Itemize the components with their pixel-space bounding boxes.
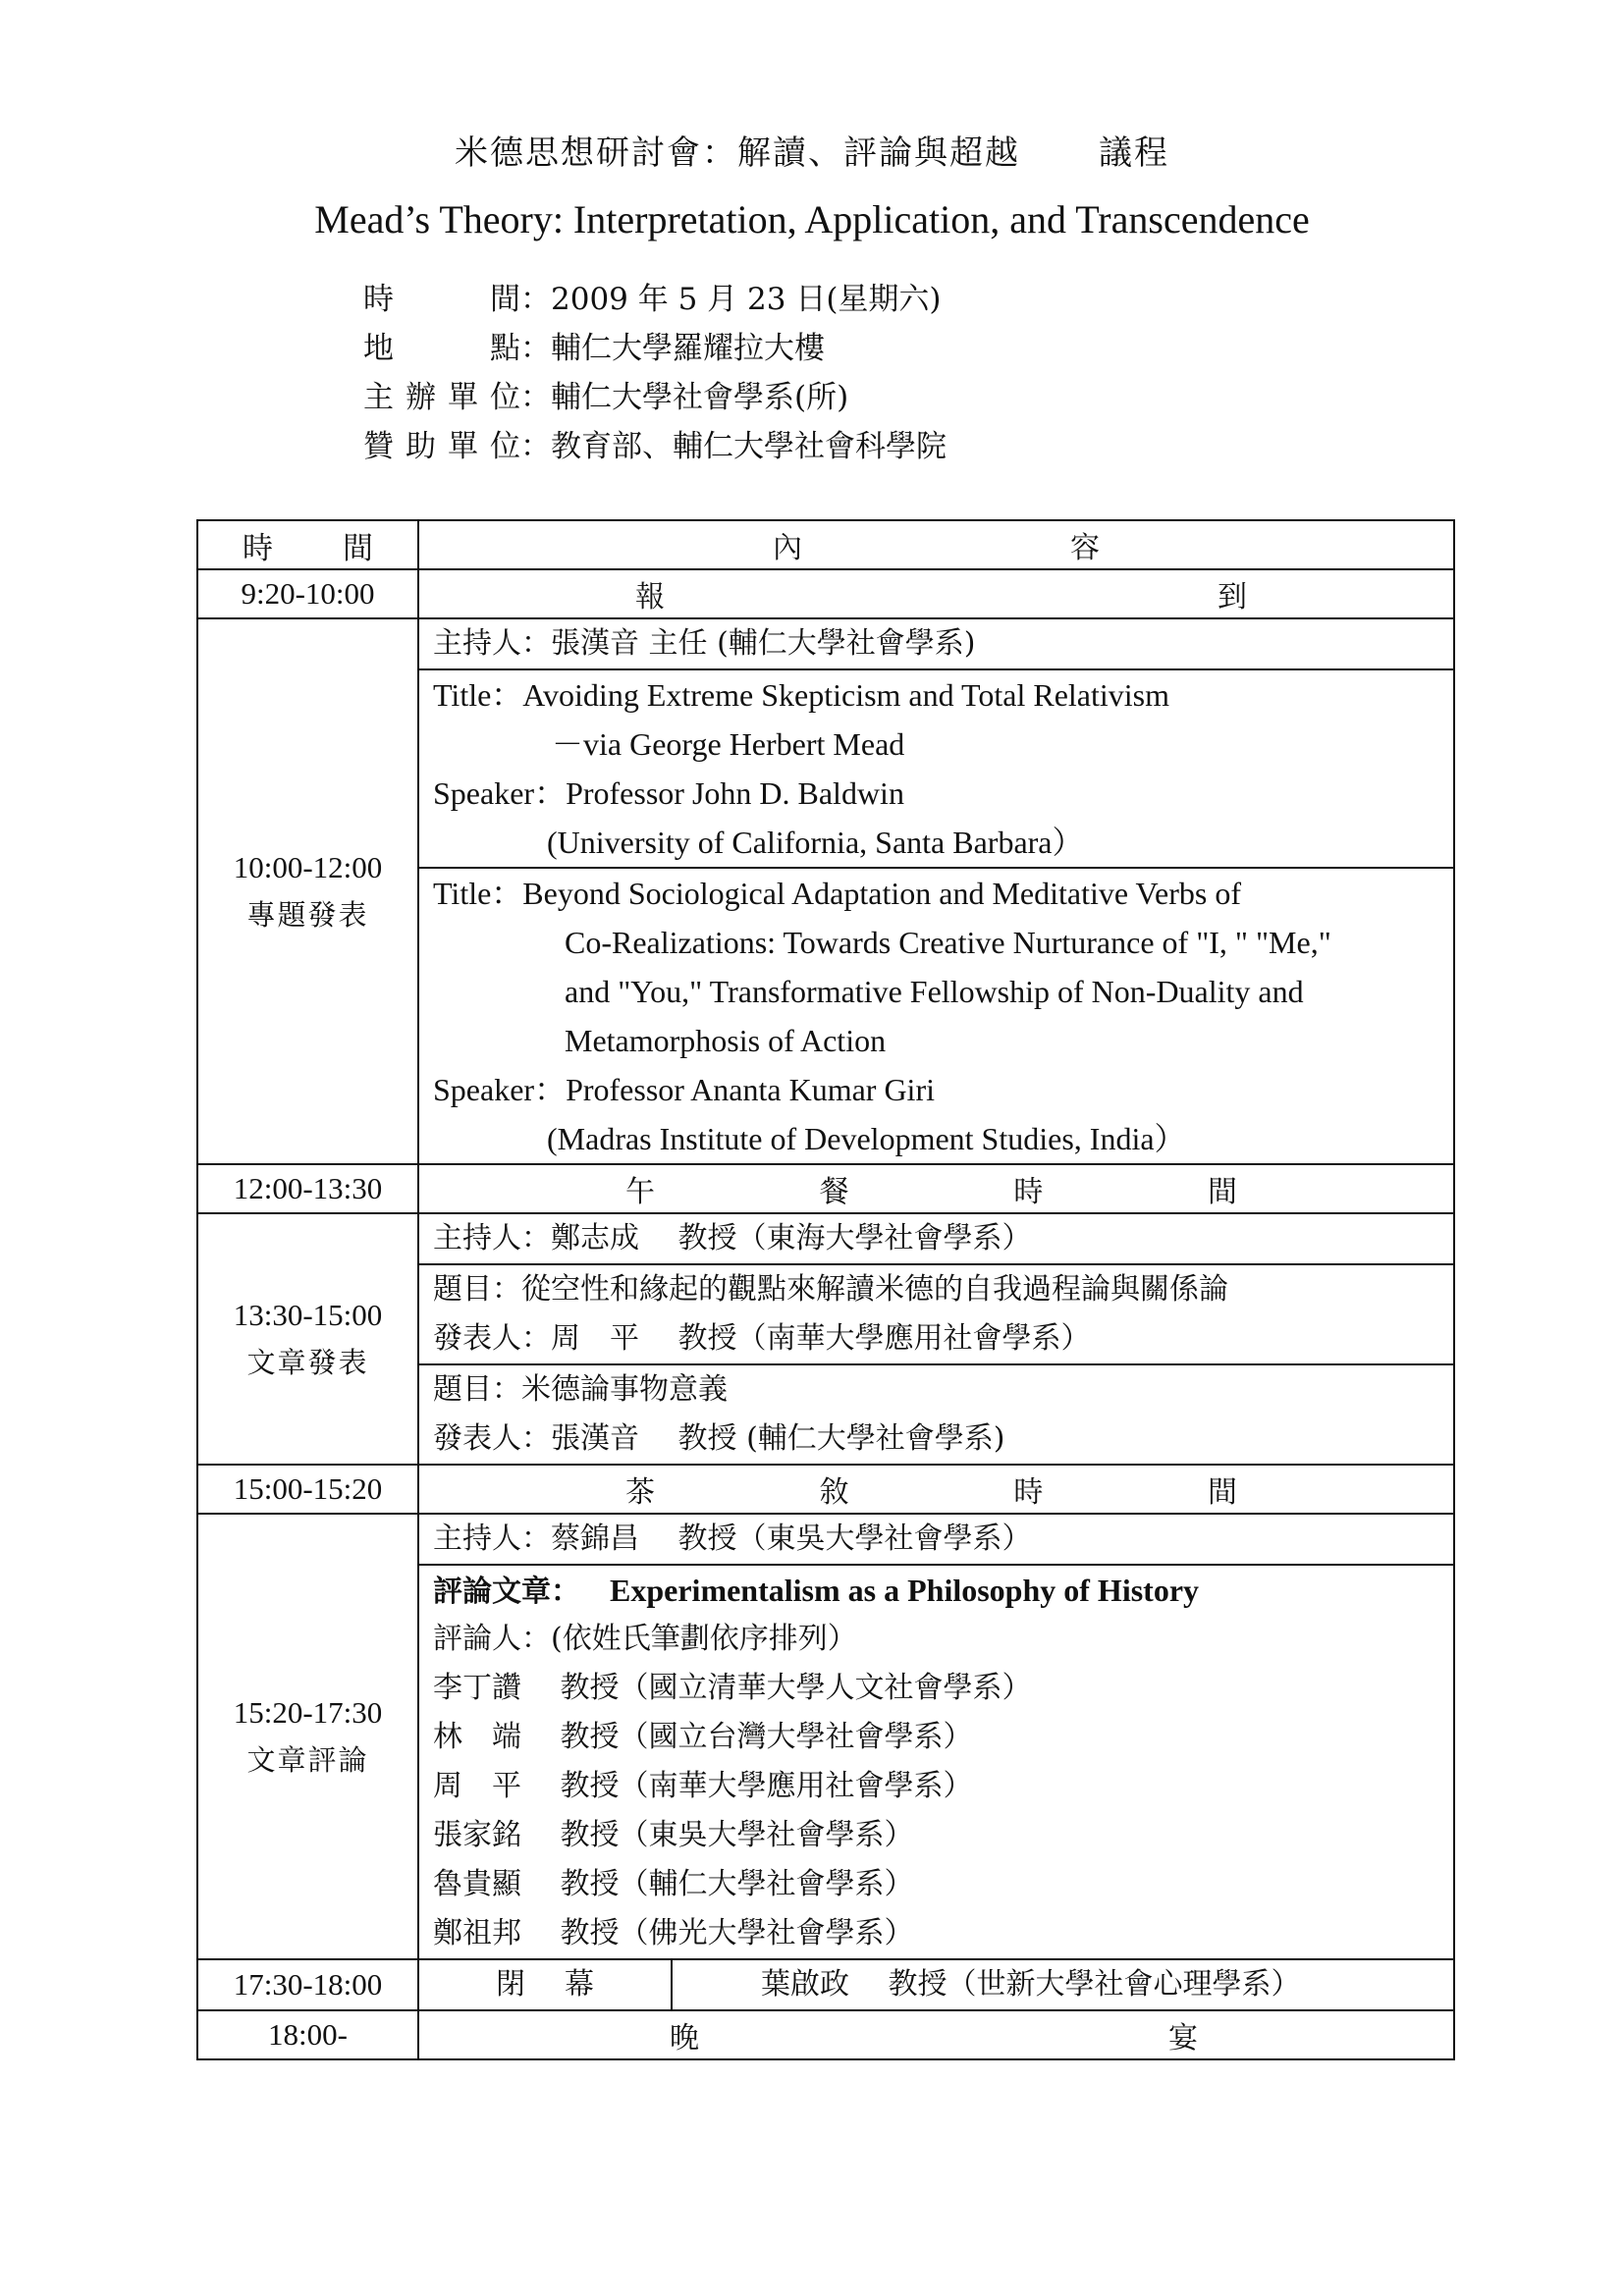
time-cell: 10:00-12:00 專題發表 xyxy=(197,618,418,1164)
table-row: 18:00- 晚 宴 xyxy=(197,2010,1454,2059)
table-row: 15:00-15:20 茶 敘 時 間 xyxy=(197,1465,1454,1514)
info-label: 贊助單位 xyxy=(363,429,520,464)
paper-block: 題目：從空性和緣起的觀點來解讀米德的自我過程論與關係論 發表人：周 平 教授（南華大學應用社會學系） xyxy=(419,1263,1453,1363)
event-info xyxy=(363,275,947,471)
info-row-time: 時間：2009 年 5 月 23 日(星期六) xyxy=(363,275,947,324)
commentator: 張家銘 教授（東吳大學社會學系） xyxy=(433,1818,914,1852)
table-row xyxy=(197,1213,1454,1465)
commentator: 林 端 教授（國立台灣大學社會學系） xyxy=(433,1720,973,1754)
time-cell: 17:30-18:00 xyxy=(197,1959,418,2010)
session-host: 主持人：蔡錦昌 教授（東吳大學社會學系） xyxy=(433,1522,1032,1556)
talk-block: Title：Avoiding Extreme Skepticism and Total Relativism －via George Herbert Mead Speaker：Professor John D. Baldwin (University of California, Santa Barbara） xyxy=(419,668,1453,867)
table-row: 12:00-13:30 午 餐 時 間 xyxy=(197,1164,1454,1213)
agenda-table xyxy=(196,519,1455,2060)
info-value: 2009 年 5 月 23 日(星期六) xyxy=(551,282,942,317)
table-row xyxy=(197,1514,1454,1959)
time-cell: 13:30-15:00 文章發表 xyxy=(197,1213,418,1465)
info-value: 輔仁大學社會學系(所) xyxy=(551,380,849,415)
commentator: 鄭祖邦 教授（佛光大學社會學系） xyxy=(433,1916,914,1950)
commentator: 魯貴顯 教授（輔仁大學社會學系） xyxy=(433,1867,914,1901)
info-label: 時間 xyxy=(363,282,520,317)
info-value: 輔仁大學羅耀拉大樓 xyxy=(551,331,825,366)
table-row: 9:20-10:00 報 到 xyxy=(197,569,1454,618)
session-host: 主持人：鄭志成 教授（東海大學社會學系） xyxy=(433,1221,1032,1255)
session-host: 主持人：張漢音 主任 (輔仁大學社會學系) xyxy=(433,626,976,661)
time-cell: 15:20-17:30 文章評論 xyxy=(197,1514,418,1959)
paper-block: 題目：米德論事物意義 發表人：張漢音 教授 (輔仁大學社會學系) xyxy=(419,1363,1453,1464)
time-cell: 18:00- xyxy=(197,2010,418,2059)
commentator: 李丁讚 教授（國立清華大學人文社會學系） xyxy=(433,1671,1032,1705)
table-row xyxy=(197,1959,1454,2010)
talk-block: Title：Beyond Sociological Adaptation and Meditative Verbs of Co-Realizations: Towards Creative Nurturance of "I, " "Me," and "You," Transformative Fellowship of Non-Duality and Metamorphosis of Action Speaker：Professor Ananta Kumar Giri (Madras Institute of Development Studies, India） xyxy=(419,867,1453,1163)
info-row-sponsor: 贊助單位：教育部、輔仁大學社會科學院 xyxy=(363,422,947,471)
info-row-organizer: 主辦單位：輔仁大學社會學系(所) xyxy=(363,373,947,422)
closing-label: 閉幕 xyxy=(419,1960,673,2009)
table-header-row: 時 間 內 容 xyxy=(197,520,1454,569)
table-row xyxy=(197,618,1454,1164)
title-cn-suffix: 議程 xyxy=(1099,133,1169,173)
title-cn-main: 米德思想研討會：解讀、評論與超越 xyxy=(455,133,1020,173)
closing-speaker: 葉啟政 教授（世新大學社會心理學系） xyxy=(761,1967,1301,2002)
info-label: 主辦單位 xyxy=(363,380,520,415)
info-value: 教育部、輔仁大學社會科學院 xyxy=(551,429,947,464)
info-row-place: 地點：輔仁大學羅耀拉大樓 xyxy=(363,324,947,373)
page-title-en: Mead’s Theory: Interpretation, Application, and Transcendence xyxy=(314,197,1310,241)
time-cell: 15:00-15:20 xyxy=(197,1465,418,1514)
commentator: 周 平 教授（南華大學應用社會學系） xyxy=(433,1769,973,1803)
info-label: 地點 xyxy=(363,331,520,366)
review-block: 評論文章： Experimentalism as a Philosophy of History 評論人：(依姓氏筆劃依序排列） 李丁讚 教授（國立清華大學人文社會學系） 林 端 教授（國立台灣大學社會學系） 周 平 教授（南華大學應用社會學系） 張家銘 教授（東吳大學社會學系） 魯貴顯 教授（輔仁大學社會學系） 鄭祖邦 教授（佛光大學社會學系） xyxy=(419,1564,1453,1958)
time-cell: 9:20-10:00 xyxy=(197,569,418,618)
time-cell: 12:00-13:30 xyxy=(197,1164,418,1213)
page-title-cn xyxy=(0,126,1624,174)
